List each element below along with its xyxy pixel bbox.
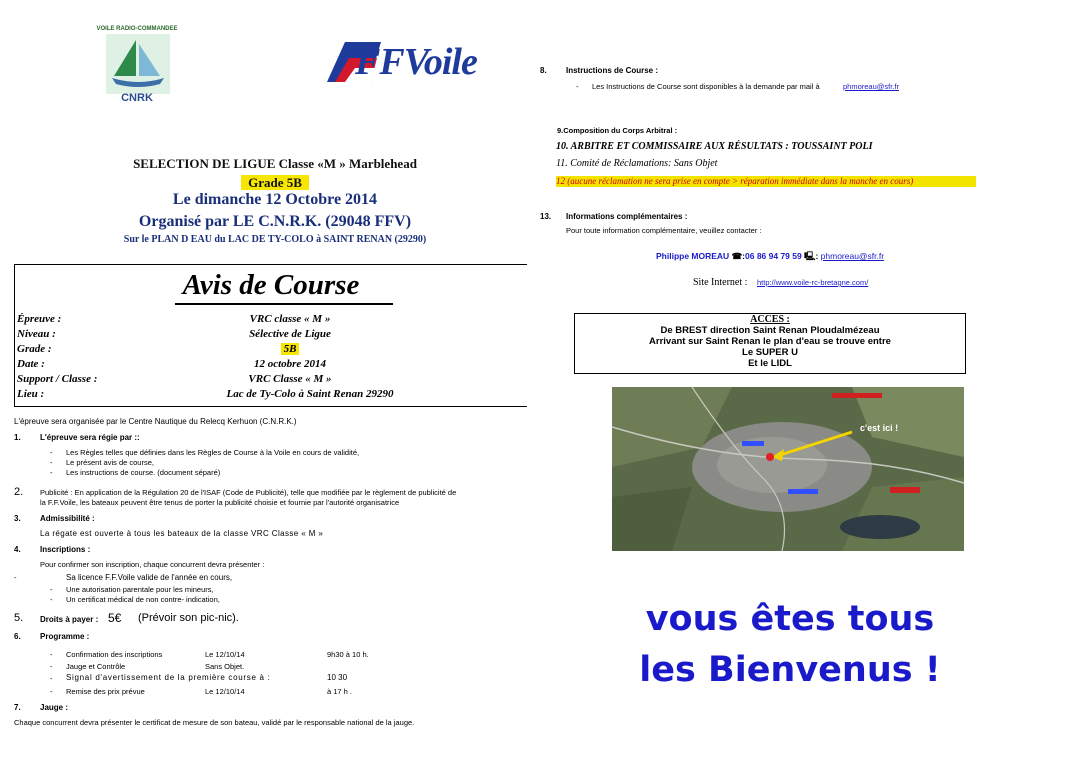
avis-row-label: Grade : xyxy=(17,343,52,355)
list-item: Le présent avis de course, xyxy=(66,458,154,467)
bullet: - xyxy=(50,662,53,671)
site-url-link[interactable]: http://www.voile-rc-bretagne.com/ xyxy=(757,278,869,287)
avis-row-value: 12 octobre 2014 xyxy=(253,358,327,370)
instructions-email-link[interactable]: phmoreau@sfr.fr xyxy=(843,82,899,91)
jauge-text: Chaque concurrent devra présenter le certificat de mesure de son bateau, validé par le responsable national de la jauge. xyxy=(14,718,415,727)
avis-row-label: Support / Classe : xyxy=(17,373,98,385)
acces-line: Arrivant sur Saint Renan le plan d'eau se trouve entre xyxy=(649,336,891,347)
avis-row-value: Sélective de Ligue xyxy=(249,328,331,340)
ffvoile-logo xyxy=(325,34,495,90)
avis-row-value: Lac de Ty-Colo à Saint Renan 29290 xyxy=(226,388,394,400)
avis-row-label: Niveau : xyxy=(17,328,56,340)
section-title: Droits à payer : xyxy=(40,615,99,624)
bullet: - xyxy=(50,650,53,659)
list-item: Sa licence F.F.Voile valide de l'année en cours, xyxy=(66,573,233,582)
cnrk-logo-caption: VOILE RADIO-COMMANDEE xyxy=(96,26,178,32)
avis-title-underline xyxy=(175,303,393,305)
schedule-label: Jauge et Contrôle xyxy=(66,662,126,671)
list-item: Un certificat médical de non contre- indication, xyxy=(66,595,220,604)
bullet: - xyxy=(50,448,53,457)
inscriptions-text: Pour confirmer son inscription, chaque concurrent devra présenter : xyxy=(40,560,265,569)
instructions-text: Les Instructions de Course sont disponibles à la demande par mail à xyxy=(592,82,820,91)
info-text: Pour toute information complémentaire, veuillez contacter : xyxy=(566,226,762,235)
cnrk-logo-name: CNRK xyxy=(121,92,153,104)
schedule-label: Signal d'avertissement de la première course à : xyxy=(66,673,271,682)
section-title: Jauge : xyxy=(40,703,69,712)
avis-de-course-box xyxy=(14,264,527,407)
race-title: SELECTION DE LIGUE Classe «M » Marblehead xyxy=(133,156,417,171)
race-organiser: Organisé par LE C.N.R.K. (29048 FFV) xyxy=(138,213,412,230)
avis-row-value xyxy=(165,343,415,355)
bullet: - xyxy=(50,468,53,477)
schedule-time: 10 30 xyxy=(327,673,348,682)
section-number: 2. xyxy=(14,486,24,498)
list-item: Les instructions de course. (document séparé) xyxy=(66,468,221,477)
bullet: - xyxy=(50,674,53,683)
no-claims-line: 12 (aucune réclamation ne sera prise en compte > réparation immédiate dans la manche en cours) xyxy=(556,176,914,186)
schedule-date: Le 12/10/14 xyxy=(205,650,245,659)
section-title: Inscriptions : xyxy=(40,545,91,554)
grade-highlight: 5B xyxy=(281,343,300,355)
avis-row-value: VRC classe « M » xyxy=(249,313,331,325)
map-callout: c'est ici ! xyxy=(860,423,899,433)
fee-amount: 5€ xyxy=(108,611,122,625)
publicite-text-2: la F.F.Voile, les bateaux peuvent être tenus de porter la publicité choisie et fournie par l'autorité organisatrice xyxy=(40,498,400,507)
site-label: Site Internet : xyxy=(693,277,748,288)
cnrk-logo xyxy=(78,26,196,108)
section-number: 1. xyxy=(14,433,21,442)
schedule-date: Le 12/10/14 xyxy=(205,687,245,696)
bullet: - xyxy=(14,573,17,582)
bullet: - xyxy=(50,595,53,604)
computer-icon: 🖳: xyxy=(804,251,819,261)
bullet: - xyxy=(50,458,53,467)
race-date: Le dimanche 12 Octobre 2014 xyxy=(172,191,378,208)
ffvoile-logo-text: FFVoile xyxy=(355,41,477,83)
contact-email-link[interactable]: phmoreau@sfr.fr xyxy=(820,251,885,261)
section-number: 6. xyxy=(14,632,21,641)
section-title: Informations complémentaires : xyxy=(566,212,688,221)
publicite-text: Publicité : En application de la Régulation 20 de l'ISAF (Code de Publicité), telle que modifiée par le règlement de publicité de xyxy=(40,488,457,497)
welcome-line-2: les Bienvenus ! xyxy=(639,650,941,690)
section-number: 4. xyxy=(14,545,21,554)
race-location: Sur le PLAN D EAU du LAC DE TY-COLO à SAINT RENAN (29290) xyxy=(123,234,427,245)
grade-badge: Grade 5B xyxy=(241,175,309,190)
map-image xyxy=(612,387,964,551)
acces-line: Et le LIDL xyxy=(748,358,792,369)
contact-phone: 06 86 94 79 59 xyxy=(745,251,802,261)
section-title: Programme : xyxy=(40,632,90,641)
schedule-label: Remise des prix prévue xyxy=(66,687,145,696)
section-title: Instructions de Course : xyxy=(566,66,659,75)
section-title: 9.Composition du Corps Arbitral : xyxy=(557,126,678,135)
section-number: 3. xyxy=(14,514,21,523)
welcome-line-1: vous êtes tous xyxy=(645,599,935,639)
list-item: Les Règles telles que définies dans les Règles de Course à la Voile en cours de validité, xyxy=(66,448,360,457)
section-number: 7. xyxy=(14,703,21,712)
bullet: - xyxy=(50,585,53,594)
avis-row-label: Date : xyxy=(17,358,45,370)
reclamations-line: 11. Comité de Réclamations: Sans Objet xyxy=(556,158,718,169)
fee-note: (Prévoir son pic-nic). xyxy=(138,612,239,624)
avis-row-label: Lieu : xyxy=(17,388,45,400)
bullet: - xyxy=(576,82,579,91)
contact-name: Philippe MOREAU xyxy=(656,251,730,261)
acces-box xyxy=(574,313,966,374)
schedule-date: Sans Objet. xyxy=(205,662,245,671)
schedule-label: Confirmation des inscriptions xyxy=(66,650,163,659)
arbitre-line: 10. ARBITRE ET COMMISSAIRE AUX RÉSULTATS : TOUSSAINT POLI xyxy=(556,141,873,152)
admissibilite-text: La régate est ouverte à tous les bateaux de la classe VRC Classe « M » xyxy=(40,529,324,538)
avis-title: Avis de Course xyxy=(182,269,360,301)
acces-title: ACCES : xyxy=(750,314,790,325)
avis-row-value: VRC Classe « M » xyxy=(248,373,332,385)
schedule-time: à 17 h . xyxy=(327,687,353,696)
list-item: Une autorisation parentale pour les mineurs, xyxy=(66,585,214,594)
sailboat-icon xyxy=(106,34,170,94)
schedule-time: 9h30 à 10 h. xyxy=(327,650,369,659)
section-number: 5. xyxy=(14,612,24,624)
contact-line xyxy=(656,251,884,265)
bullet: - xyxy=(50,687,53,696)
avis-row-label: Épreuve : xyxy=(17,313,62,325)
intro-text: L'épreuve sera organisée par le Centre Nautique du Relecq Kerhuon (C.N.R.K.) xyxy=(14,417,297,426)
section-title: Admissibilité : xyxy=(40,514,95,523)
satellite-map xyxy=(612,387,964,551)
acces-line: De BREST direction Saint Renan Ploudalmézeau xyxy=(660,325,880,336)
acces-line: Le SUPER U xyxy=(742,347,798,358)
section-number: 8. xyxy=(540,66,547,75)
section-number: 13. xyxy=(540,212,552,221)
phone-icon: ☎: xyxy=(731,251,745,261)
section-title: L'épreuve sera régie par :: xyxy=(40,433,140,442)
